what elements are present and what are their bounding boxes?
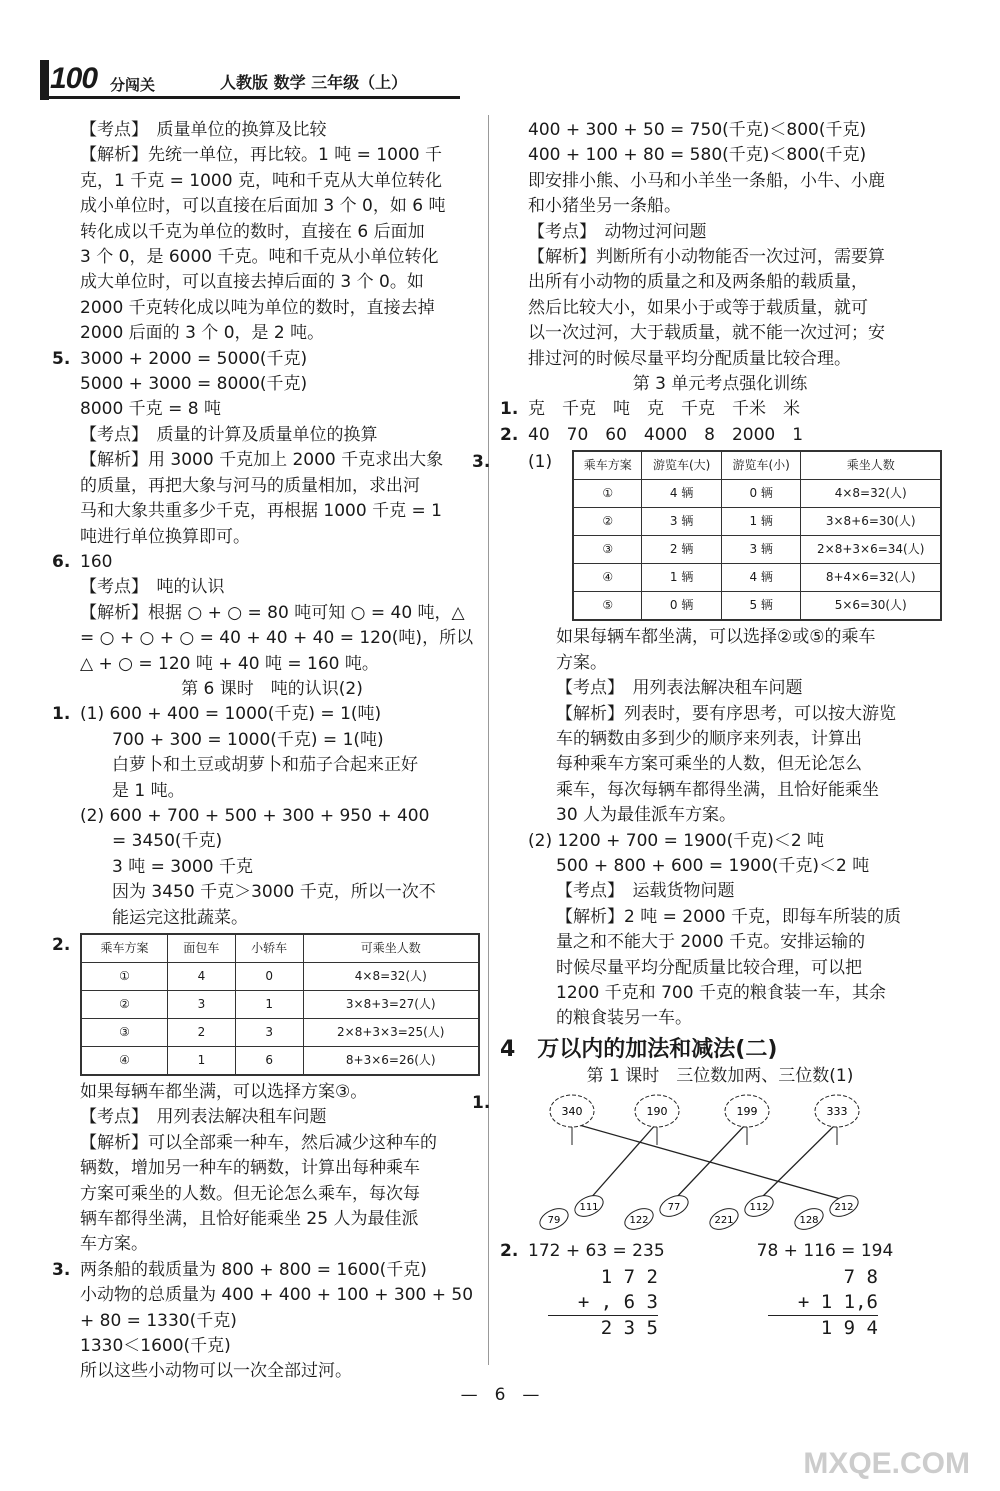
table-cell: ①: [81, 963, 168, 991]
text-line: 成小单位时，可以直接在后面加 3 个 0，如 6 吨: [80, 196, 446, 217]
equation-2: 78 + 116 = 194: [756, 1241, 894, 1262]
vertical-calc-1: [548, 1265, 658, 1341]
text-line: 3000 + 2000 = 5000(千克): [80, 348, 308, 369]
text-line: 2000 千克转化成以吨为单位的数时，直接去掉: [80, 297, 435, 318]
header-title: 人教版 数学 三年级（上）: [220, 73, 408, 92]
question-number: 1.: [500, 399, 519, 420]
question-2: [52, 933, 492, 1258]
table-row: [81, 1019, 479, 1047]
leaf-value: 77: [667, 1202, 681, 1214]
text-line: 30 人为最佳派车方案。: [556, 805, 737, 826]
text-line: (2) 600 + 700 + 500 + 300 + 950 + 400: [80, 805, 430, 826]
table-cell: ④: [81, 1047, 168, 1076]
text-line: 方案可乘坐的人数。但无论怎么乘车，每次每: [80, 1183, 420, 1204]
question-number: 2.: [500, 1241, 519, 1262]
question-number: 3.: [472, 452, 491, 473]
text-line: 400 + 100 + 80 = 580(千克)＜800(千克): [528, 145, 867, 166]
table-cell: 2 辆: [642, 536, 722, 564]
table-row: [81, 1047, 479, 1076]
table-cell: 3×8+6=30(人): [801, 508, 941, 536]
cloud-tag: [725, 1095, 769, 1145]
text-line: 能运完这批蔬菜。: [112, 907, 248, 928]
table-row: [573, 508, 941, 536]
text-line: 【考点】 吨的认识: [80, 577, 225, 598]
text-line: 因为 3450 千克＞3000 千克，所以一次不: [112, 882, 436, 903]
question-number: 2.: [52, 935, 71, 955]
cloud-tag: [550, 1095, 594, 1145]
table-cell: 5×6=30(人): [801, 592, 941, 621]
text-line: 所以这些小动物可以一次全部过河。: [80, 1361, 352, 1382]
rental-table: [80, 933, 480, 1076]
page-number: — 6 —: [460, 1385, 540, 1405]
text-line: 400 + 300 + 50 = 750(千克)＜800(千克): [528, 120, 867, 140]
leaf-tag: [792, 1205, 827, 1234]
text-line: 辆数，增加另一种车的辆数，计算出每种乘车: [80, 1158, 420, 1179]
text-line: 方案。: [556, 652, 607, 673]
text-line: 【考点】 动物过河问题: [528, 221, 707, 242]
question-number: 1.: [472, 1093, 491, 1114]
text-line: 3 吨 = 3000 千克: [112, 856, 253, 877]
table-cell: ⑤: [573, 592, 642, 621]
leaf-tag: [707, 1205, 742, 1234]
text-line: 1200 千克和 700 千克的粮食装一车，其余: [556, 982, 886, 1003]
text-line: 克，1 千克 = 1000 克，吨和千克从大单位转化: [80, 170, 442, 191]
leaf-tag: [827, 1192, 862, 1221]
table-cell: 1: [235, 991, 303, 1019]
text-line: 【考点】 运载货物问题: [556, 881, 735, 902]
text-line: (1) 600 + 400 = 1000(千克) = 1(吨): [80, 704, 382, 725]
text-line: 40 70 60 4000 8 2000 1: [528, 424, 804, 445]
calc-result: 1 9 4: [820, 1316, 878, 1339]
leaf-value: 111: [579, 1202, 599, 1214]
analysis-block: [52, 118, 492, 347]
left-column: [52, 118, 492, 1385]
watermark: MXQE.COM: [803, 1447, 970, 1480]
table-cell: ①: [573, 480, 642, 508]
table-cell: 0: [235, 963, 303, 991]
lesson-title: 第 6 课时 吨的认识(2): [181, 678, 363, 699]
leaf-tag: [657, 1192, 692, 1221]
table-cell: 4: [168, 963, 236, 991]
text-line: 3 个 0，是 6000 千克。吨和千克从小单位转化: [80, 247, 439, 268]
drill-1: [500, 397, 940, 422]
matching-diagram: [530, 1089, 930, 1239]
text-line: 【考点】 质量的计算及质量单位的换算: [80, 424, 378, 445]
text-line: 每种乘车方案可乘坐的人数，但无论怎么: [556, 754, 862, 775]
table-header: 乘车方案: [81, 934, 168, 963]
table-header: 游览车(大): [642, 451, 722, 480]
text-line: 【考点】 质量单位的换算及比较: [80, 120, 327, 140]
cloud-value: 199: [736, 1105, 758, 1119]
question-3: [52, 1258, 492, 1385]
text-line: 5000 + 3000 = 8000(千克): [80, 374, 308, 395]
leaf-tag: [537, 1205, 572, 1234]
cloud-value: 190: [646, 1105, 668, 1119]
table-cell: 1: [168, 1047, 236, 1076]
table-cell: ③: [573, 536, 642, 564]
table-cell: 2: [168, 1019, 236, 1047]
text-line: 乘车，每次每辆车都得坐满，且恰好能乘坐: [556, 779, 879, 800]
table-cell: 3 辆: [642, 508, 722, 536]
table-cell: 1 辆: [642, 564, 722, 592]
text-line: 马和大象共重多少千克，再根据 1000 千克 = 1: [80, 501, 442, 522]
calc-mid: + 1 1,6: [768, 1290, 878, 1316]
text-line: 小动物的总质量为 400 + 400 + 100 + 300 + 50: [80, 1285, 474, 1306]
table-row: [573, 564, 941, 592]
match-line: [759, 1123, 837, 1200]
table-row: [573, 480, 941, 508]
question-1: [52, 702, 492, 931]
table-cell: 2×8+3×6=34(人): [801, 536, 941, 564]
question-number: 1.: [52, 704, 71, 725]
text-line: 的质量，再把大象与河马的质量相加，求出河: [80, 475, 420, 496]
question-number: 6.: [52, 551, 71, 572]
text-line: 克 千克 吨 克 千克 千米 米: [528, 399, 800, 420]
table-header: 面包车: [168, 934, 236, 963]
cloud-value: 333: [826, 1105, 848, 1119]
text-line: 1330＜1600(千克): [80, 1336, 231, 1357]
text-line: 车方案。: [80, 1234, 148, 1255]
page-header: [40, 60, 460, 100]
text-line: 两条船的载质量为 800 + 800 = 1600(千克): [80, 1259, 427, 1280]
table-cell: 4 辆: [642, 480, 722, 508]
text-line: + 80 = 1330(千克): [80, 1310, 237, 1331]
right-column: [472, 118, 940, 1343]
text-line: 成大单位时，可以直接去掉后面的 3 个 0。如: [80, 272, 424, 293]
calc-mid: + , 6 3: [548, 1290, 658, 1316]
question-number: 5.: [52, 348, 71, 369]
table-cell: 4×8=32(人): [303, 963, 479, 991]
leaf-value: 79: [547, 1215, 561, 1227]
leaf-value: 122: [629, 1215, 649, 1227]
table-row: [573, 592, 941, 621]
table-header: 乘车方案: [573, 451, 642, 480]
header-rule: [40, 96, 460, 99]
text-line: 【解析】可以全部乘一种车，然后减少这种车的: [80, 1132, 437, 1153]
leaf-value: 212: [834, 1202, 854, 1214]
calc-top: 1 7 2: [600, 1265, 658, 1288]
tour-bus-table: [572, 450, 942, 621]
question-5: [52, 347, 492, 550]
table-cell: 3 辆: [721, 536, 801, 564]
sub-number: (1): [528, 452, 553, 473]
drill-3: [472, 450, 940, 1032]
text-line: = ○ + ○ + ○ = 40 + 40 + 40 = 120(吨)，所以: [80, 628, 474, 649]
table-cell: 8+3×6=26(人): [303, 1047, 479, 1076]
text-line: 2000 后面的 3 个 0，是 2 吨。: [80, 323, 325, 344]
text-line: 700 + 300 = 1000(千克) = 1(吨): [112, 729, 384, 750]
text-line: 的粮食装另一车。: [556, 1008, 692, 1029]
text-line: 如果每辆车都坐满，可以选择方案③。: [80, 1082, 368, 1102]
text-line: 量之和不能大于 2000 千克。安排运输的: [556, 932, 866, 953]
drill-2: [500, 423, 940, 448]
question-number: 2.: [500, 424, 519, 445]
text-line: 吨进行单位换算即可。: [80, 526, 250, 547]
text-line: 【考点】 用列表法解决租车问题: [80, 1107, 327, 1128]
table-cell: 4 辆: [721, 564, 801, 592]
text-line: 车的辆数由多到少的顺序来列表，计算出: [556, 728, 862, 749]
table-header: 乘坐人数: [801, 451, 941, 480]
text-line: 出所有小动物的质量之和及两条船的载质量，: [528, 272, 868, 293]
table-row: [573, 536, 941, 564]
table-cell: 1 辆: [721, 508, 801, 536]
match-line: [572, 1123, 844, 1200]
text-line: 【解析】列表时，要有序思考，可以按大游览: [556, 703, 896, 724]
table-cell: 3×8+3=27(人): [303, 991, 479, 1019]
text-line: 白萝卜和土豆或胡萝卜和茄子合起来正好: [112, 755, 418, 776]
logo-subtitle: 分闯关: [110, 76, 156, 94]
table-cell: 3: [168, 991, 236, 1019]
calc-top: 7 8: [843, 1265, 878, 1288]
text-line: 【解析】根据 ○ + ○ = 80 吨可知 ○ = 40 吨，△: [80, 602, 465, 623]
table-cell: 0 辆: [642, 592, 722, 621]
calc-result: 2 3 5: [600, 1316, 658, 1339]
text-line: 【解析】用 3000 千克加上 2000 千克求出大象: [80, 450, 444, 471]
text-line: 以一次过河，大于载质量，就不能一次过河；安: [528, 323, 885, 344]
question-number: 3.: [52, 1259, 71, 1280]
text-line: 即安排小熊、小马和小羊坐一条船，小牛、小鹿: [528, 170, 885, 191]
table-cell: ④: [573, 564, 642, 592]
leaf-tag: [742, 1192, 777, 1221]
text-line: 【解析】2 吨 = 2000 千克，即每车所装的质: [556, 906, 901, 927]
table-header: 游览车(小): [721, 451, 801, 480]
lesson-title: 第 1 课时 三位数加两、三位数(1): [586, 1065, 854, 1086]
unit-title: 第 3 单元考点强化训练: [632, 374, 808, 395]
text-line: △ + ○ = 120 吨 + 40 吨 = 160 吨。: [80, 653, 379, 674]
table-header: 可乘坐人数: [303, 934, 479, 963]
leaf-value: 128: [799, 1215, 819, 1227]
table-cell: 2×8+3×3=25(人): [303, 1019, 479, 1047]
text-line: 【解析】判断所有小动物能否一次过河，需要算: [528, 247, 885, 268]
table-cell: 0 辆: [721, 480, 801, 508]
text-line: 【考点】 用列表法解决租车问题: [556, 678, 803, 699]
cloud-tag: [635, 1095, 679, 1145]
table-cell: 4×8=32(人): [801, 480, 941, 508]
match-line: [674, 1123, 747, 1200]
match-line: [589, 1123, 657, 1200]
leaf-value: 112: [749, 1202, 769, 1214]
equation-1: 172 + 63 = 235: [528, 1241, 665, 1262]
text-line: 500 + 800 + 600 = 1900(千克)＜2 吨: [556, 855, 870, 876]
table-row: [81, 991, 479, 1019]
text-line: 然后比较大小，如果小于或等于载质量，就可: [528, 297, 868, 318]
text-line: 如果每辆车都坐满，可以选择②或⑤的乘车: [556, 627, 876, 648]
leaf-tag: [572, 1192, 607, 1221]
table-cell: 3: [235, 1019, 303, 1047]
chapter-title: 4 万以内的加法和减法(二): [500, 1036, 778, 1062]
table-cell: ③: [81, 1019, 168, 1047]
text-line: 转化成以千克为单位的数时，直接在 6 后面加: [80, 221, 425, 242]
vertical-calc-2: [768, 1265, 878, 1341]
text-line: (2) 1200 + 700 = 1900(千克)＜2 吨: [528, 830, 825, 851]
text-line: 是 1 吨。: [112, 780, 185, 801]
text-line: 和小猪坐另一条船。: [528, 196, 681, 217]
text-line: 【解析】先统一单位，再比较。1 吨 = 1000 千: [80, 145, 442, 166]
table-header: 小轿车: [235, 934, 303, 963]
text-line: 排过河的时候尽量平均分配质量比较合理。: [528, 348, 851, 369]
leaf-value: 221: [714, 1215, 734, 1227]
table-cell: ②: [81, 991, 168, 1019]
logo: 100: [50, 62, 98, 95]
table-cell: 8+4×6=32(人): [801, 564, 941, 592]
table-cell: 6: [235, 1047, 303, 1076]
text-line: 8000 千克 = 8 吨: [80, 399, 221, 420]
cloud-value: 340: [561, 1105, 583, 1119]
question-6: [52, 550, 492, 677]
leaf-tag: [622, 1205, 657, 1234]
text-line: 160: [80, 551, 113, 572]
table-cell: 5 辆: [721, 592, 801, 621]
logo-bar: [40, 60, 49, 100]
table-row: [81, 963, 479, 991]
diagram-question: [472, 1089, 940, 1239]
text-line: = 3450(千克): [112, 831, 223, 852]
text-line: 辆车都得坐满，且恰好能乘坐 25 人为最佳派: [80, 1209, 419, 1230]
answer-block: [500, 118, 940, 372]
calc-question: [500, 1239, 940, 1342]
text-line: 时候尽量平均分配质量比较合理，可以把: [556, 957, 862, 978]
table-cell: ②: [573, 508, 642, 536]
